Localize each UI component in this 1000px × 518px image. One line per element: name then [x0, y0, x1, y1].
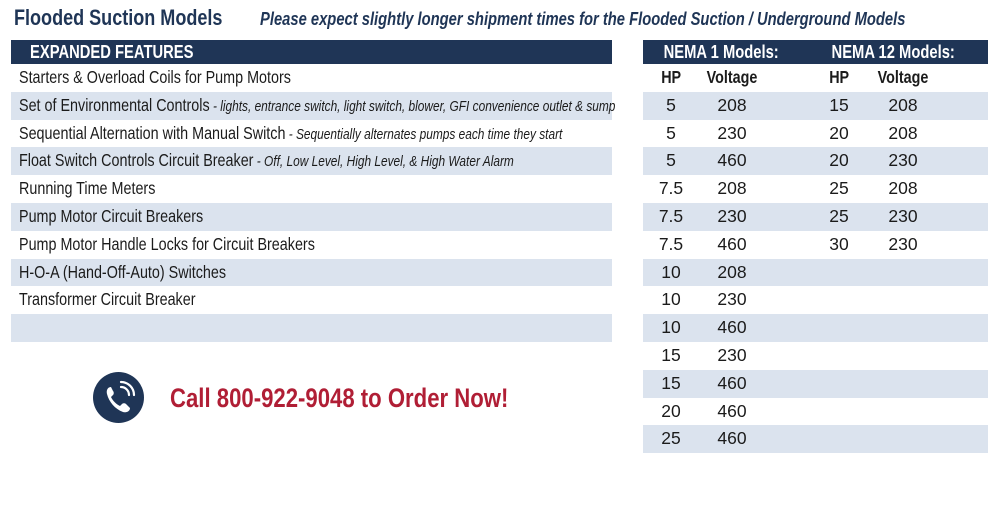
nema12-voltage: 208 [888, 178, 918, 199]
nema12-voltage: 230 [888, 205, 918, 226]
feature-row: Float Switch Controls Circuit Breaker - Off, Low Level, High Level, & High Water Alarm [11, 147, 612, 175]
nema1-voltage: 208 [717, 261, 747, 282]
table-row [643, 175, 988, 203]
nema1-voltage: 208 [717, 178, 747, 199]
nema1-hp: 5 [666, 94, 676, 115]
table-row [643, 120, 988, 148]
table-row [643, 370, 988, 398]
nema1-title: NEMA 1 Models: [663, 42, 779, 62]
nema12-voltage-header: Voltage [877, 67, 929, 87]
nema1-hp-header: HP [661, 67, 681, 87]
nema12-hp: 15 [829, 94, 849, 115]
nema1-voltage: 460 [717, 233, 747, 254]
nema12-voltage: 230 [888, 233, 918, 254]
nema1-voltage: 208 [717, 94, 747, 115]
nema1-voltage: 460 [717, 372, 747, 393]
table-row [643, 342, 988, 370]
nema1-hp: 7.5 [658, 178, 684, 199]
feature-row: Set of Environmental Controls - lights, entrance switch, light switch, blower, GFI convenience outlet & sump [11, 92, 612, 120]
nema12-title: NEMA 12 Models: [831, 42, 955, 62]
feature-row: Running Time Meters [19, 178, 156, 199]
nema12-voltage: 208 [888, 94, 918, 115]
nema12-voltage: 208 [888, 122, 918, 143]
nema1-voltage: 460 [717, 150, 747, 171]
nema12-hp-header: HP [829, 67, 849, 87]
nema1-hp: 15 [661, 344, 681, 365]
nema1-voltage: 460 [717, 317, 747, 338]
table-row [643, 286, 988, 314]
nema-heading-bar [643, 40, 988, 64]
phone-icon[interactable] [93, 372, 144, 423]
table-row [643, 259, 988, 287]
feature-row: Sequential Alternation with Manual Switch - Sequentially alternates pumps each time they start [19, 122, 563, 143]
nema12-hp: 20 [829, 122, 849, 143]
expanded-features-panel [11, 40, 616, 342]
nema1-hp: 5 [666, 150, 676, 171]
nema1-voltage: 460 [717, 428, 747, 449]
nema1-hp: 10 [661, 317, 681, 338]
nema1-voltage: 230 [717, 205, 747, 226]
table-row [643, 147, 988, 175]
nema12-hp: 25 [829, 178, 849, 199]
nema12-hp: 20 [829, 150, 849, 171]
feature-row: H-O-A (Hand-Off-Auto) Switches [11, 259, 612, 287]
expanded-features-heading: EXPANDED FEATURES [11, 40, 612, 64]
page-title: Flooded Suction Models [14, 5, 223, 30]
nema1-voltage: 230 [717, 344, 747, 365]
nema1-voltage-header: Voltage [706, 67, 758, 87]
nema1-hp: 10 [661, 261, 681, 282]
nema12-voltage: 230 [888, 150, 918, 171]
nema1-hp: 25 [661, 428, 681, 449]
nema12-hp: 30 [829, 233, 849, 254]
nema1-voltage: 230 [717, 122, 747, 143]
feature-row: Transformer Circuit Breaker [19, 289, 196, 310]
nema1-hp: 15 [661, 372, 681, 393]
nema1-hp: 5 [666, 122, 676, 143]
nema1-voltage: 230 [717, 289, 747, 310]
nema1-hp: 7.5 [658, 233, 684, 254]
header [14, 3, 994, 31]
feature-row: Pump Motor Circuit Breakers [11, 203, 612, 231]
nema1-voltage: 460 [717, 400, 747, 421]
nema1-hp: 7.5 [658, 205, 684, 226]
call-to-order-text[interactable]: Call 800-922-9048 to Order Now! [170, 383, 509, 413]
nema1-hp: 20 [661, 400, 681, 421]
nema-column-headers [643, 64, 988, 92]
nema-models-table [643, 40, 988, 453]
feature-row: Starters & Overload Coils for Pump Motors [19, 67, 291, 87]
nema1-hp: 10 [661, 289, 681, 310]
table-row [643, 231, 988, 259]
table-row [643, 314, 988, 342]
shipment-notice: Please expect slightly longer shipment times for the Flooded Suction / Underground Models [260, 9, 906, 29]
table-row [643, 425, 988, 453]
call-to-order[interactable] [93, 372, 553, 424]
table-row [643, 398, 988, 426]
feature-row-empty [11, 314, 612, 342]
table-row [643, 92, 988, 120]
feature-row: Pump Motor Handle Locks for Circuit Breakers [19, 233, 315, 254]
table-row [643, 203, 988, 231]
nema12-hp: 25 [829, 205, 849, 226]
